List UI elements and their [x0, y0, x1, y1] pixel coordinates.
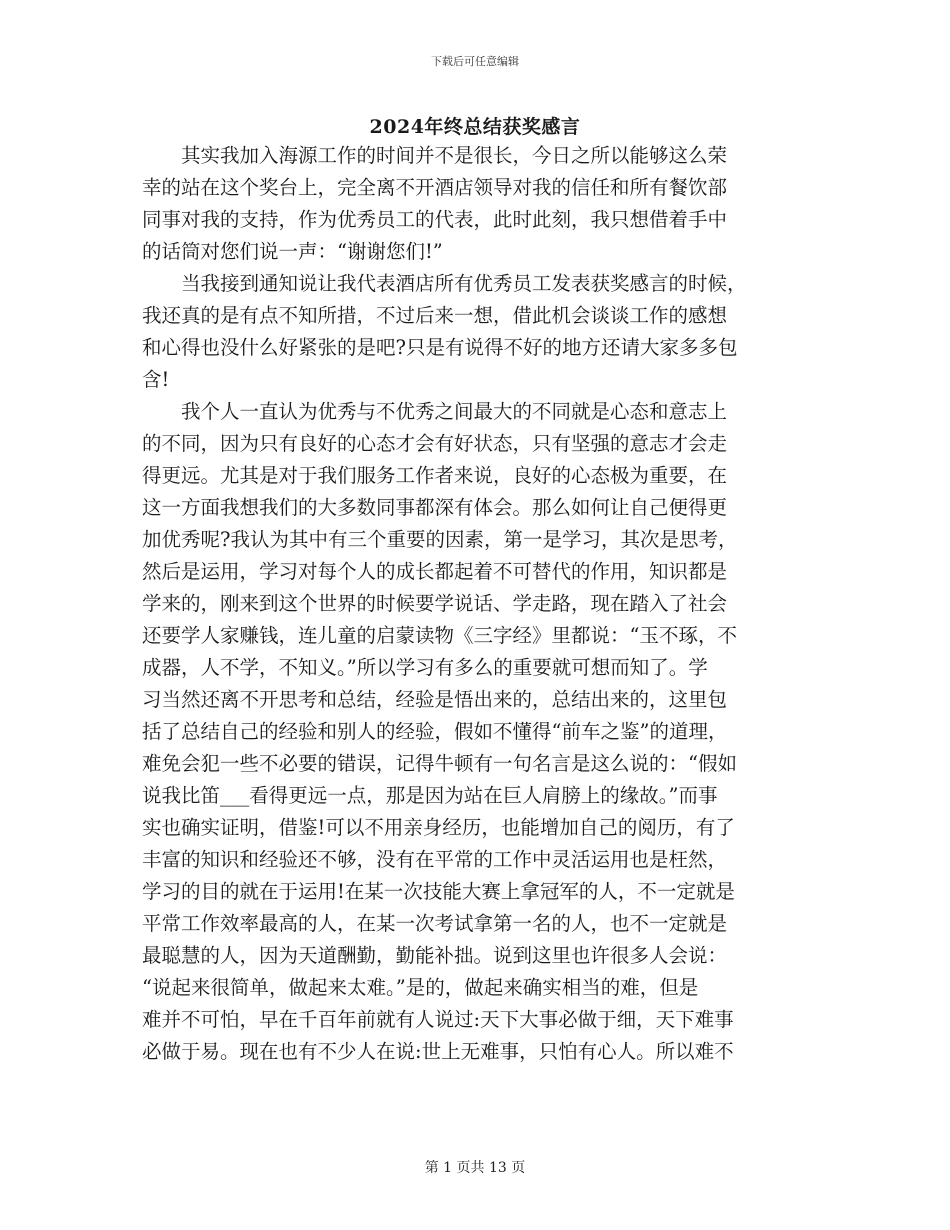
document-title: 2024年终总结获奖感言	[369, 116, 581, 138]
body-line: 加优秀呢?我认为其中有三个重要的因素，第一是学习，其次是思考，	[142, 528, 738, 551]
body-line: 含!	[142, 368, 170, 391]
body-line: 然后是运用，学习对每个人的成长都起着不可替代的作用，知识都是	[142, 560, 728, 583]
body-line: “说起来很简单，做起来太难。”是的，做起来确实相当的难，但是	[142, 976, 699, 999]
body-line: 难并不可怕，早在千百年前就有人说过:天下大事必做于细，天下难事	[142, 1008, 734, 1031]
body-line: 最聪慧的人，因为天道酬勤，勤能补拙。说到这里也许很多人会说：	[142, 944, 728, 967]
body-line: 和心得也没什么好紧张的是吧?只是有说得不好的地方还请大家多多包	[142, 336, 738, 359]
body-line: 这一方面我想我们的大多数同事都深有体会。那么如何让自己便得更	[142, 496, 728, 519]
body-line: 括了总结自己的经验和别人的经验，假如不懂得“前车之鉴”的道理，	[142, 720, 728, 743]
document-body	[142, 140, 808, 1068]
body-line: 其实我加入海源工作的时间并不是很长，今日之所以能够这么荣	[142, 144, 728, 167]
body-line: 说我比笛___看得更远一点，那是因为站在巨人肩膀上的缘故。”而事	[142, 784, 718, 807]
body-line: 实也确实证明，借鉴!可以不用亲身经历，也能增加自己的阅历，有了	[142, 816, 735, 839]
body-line: 学习的目的就在于运用!在某一次技能大赛上拿冠军的人，不一定就是	[142, 880, 735, 903]
body-line: 我个人一直认为优秀与不优秀之间最大的不同就是心态和意志上	[142, 400, 728, 423]
body-line: 的话筒对您们说一声：“谢谢您们!”	[142, 240, 443, 263]
page-footer: 第 1 页共 13 页	[424, 1160, 526, 1176]
body-line: 得更远。尤其是对于我们服务工作者来说，良好的心态极为重要，在	[142, 464, 728, 487]
body-line: 我还真的是有点不知所措，不过后来一想，借此机会谈谈工作的感想	[142, 304, 728, 327]
body-line: 丰富的知识和经验还不够，没有在平常的工作中灵活运用也是枉然，	[142, 848, 728, 871]
body-line: 平常工作效率最高的人，在某一次考试拿第一名的人，也不一定就是	[142, 912, 728, 935]
body-line: 习当然还离不开思考和总结，经验是悟出来的，总结出来的，这里包	[142, 688, 728, 711]
body-line: 难免会犯一些不必要的错误，记得牛顿有一句名言是这么说的：“假如	[142, 752, 737, 775]
body-line: 的不同，因为只有良好的心态才会有好状态，只有坚强的意志才会走	[142, 432, 728, 455]
body-line: 成器，人不学，不知义。”所以学习有多么的重要就可想而知了。学	[142, 656, 708, 679]
body-line: 幸的站在这个奖台上，完全离不开酒店领导对我的信任和所有餐饮部	[142, 176, 728, 199]
body-line: 同事对我的支持，作为优秀员工的代表，此时此刻，我只想借着手中	[142, 208, 728, 231]
body-line: 还要学人家赚钱，连儿童的启蒙读物《三字经》里都说：“玉不琢，不	[142, 624, 737, 647]
body-line: 必做于易。现在也有不少人在说:世上无难事，只怕有心人。所以难不	[142, 1040, 734, 1063]
header-note: 下载后可任意编辑	[431, 55, 519, 68]
body-line: 学来的，刚来到这个世界的时候要学说话、学走路，现在踏入了社会	[142, 592, 728, 615]
body-line: 当我接到通知说让我代表酒店所有优秀员工发表获奖感言的时候，	[142, 272, 747, 295]
